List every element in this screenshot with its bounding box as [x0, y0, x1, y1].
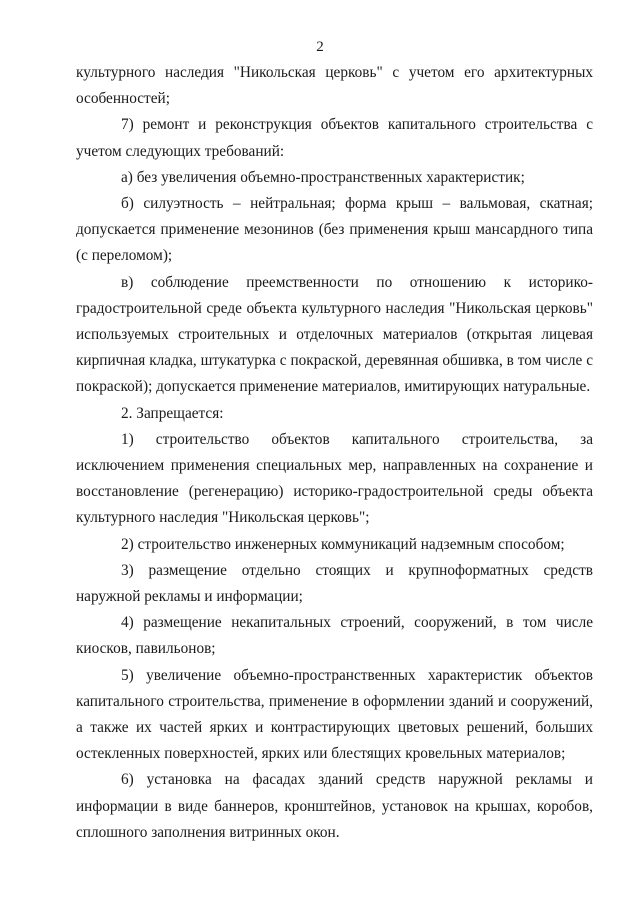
paragraph-continuation: культурного наследия "Никольская церковь" с учетом его архитектурных особенностей;	[76, 64, 593, 108]
paragraph-subitem-v: в) соблюдение преемственности по отношению к историко-градостроительной среде объекта культурного наследия "Никольская церковь" используемых строительных и отделочных материалов (открытая лицевая кирпичная кладка, штукатурка с покраской, деревянная обшивка, в том числе с покраской); допускается применение материалов, имитирующих натуральные.	[76, 273, 593, 396]
page-number: 2	[316, 39, 324, 55]
paragraph-prohibition-5: 5) увеличение объемно-пространственных характеристик объектов капитального строительства, применение в оформлении зданий и сооружений, а также их частей ярких и контрастирующих цветовых решений, больших остекленных поверхностей, ярких или блестящих кровельных материалов;	[76, 666, 593, 763]
paragraph-section-2-heading: 2. Запрещается:	[121, 404, 224, 422]
paragraph-prohibition-3: 3) размещение отдельно стоящих и крупноформатных средств наружной рекламы и информации;	[76, 561, 593, 606]
paragraph-prohibition-6: 6) установка на фасадах зданий средств наружной рекламы и информации в виде баннеров, кронштейнов, установок на крышах, коробов, сплошного заполнения витринных окон.	[76, 771, 593, 841]
paragraph-prohibition-4: 4) размещение некапитальных строений, сооружений, в том числе киосков, павильонов;	[76, 614, 593, 658]
paragraph-item-7: 7) ремонт и реконструкция объектов капитального строительства с учетом следующих требований:	[76, 116, 593, 160]
paragraph-subitem-a: а) без увеличения объемно-пространственных характеристик;	[121, 168, 525, 186]
paragraph-subitem-b: б) силуэтность – нейтральная; форма крыш – вальмовая, скатная; допускается применение мезонинов (без применения крыш мансардного типа (с переломом);	[76, 195, 593, 265]
paragraph-prohibition-2: 2) строительство инженерных коммуникаций надземным способом;	[121, 535, 565, 553]
document-body	[76, 60, 593, 846]
paragraph-prohibition-1: 1) строительство объектов капитального строительства, за исключением применения специальных мер, направленных на сохранение и восстановление (регенерацию) историко-градостроительной среды объекта культурного наследия "Никольская церковь";	[76, 430, 593, 527]
